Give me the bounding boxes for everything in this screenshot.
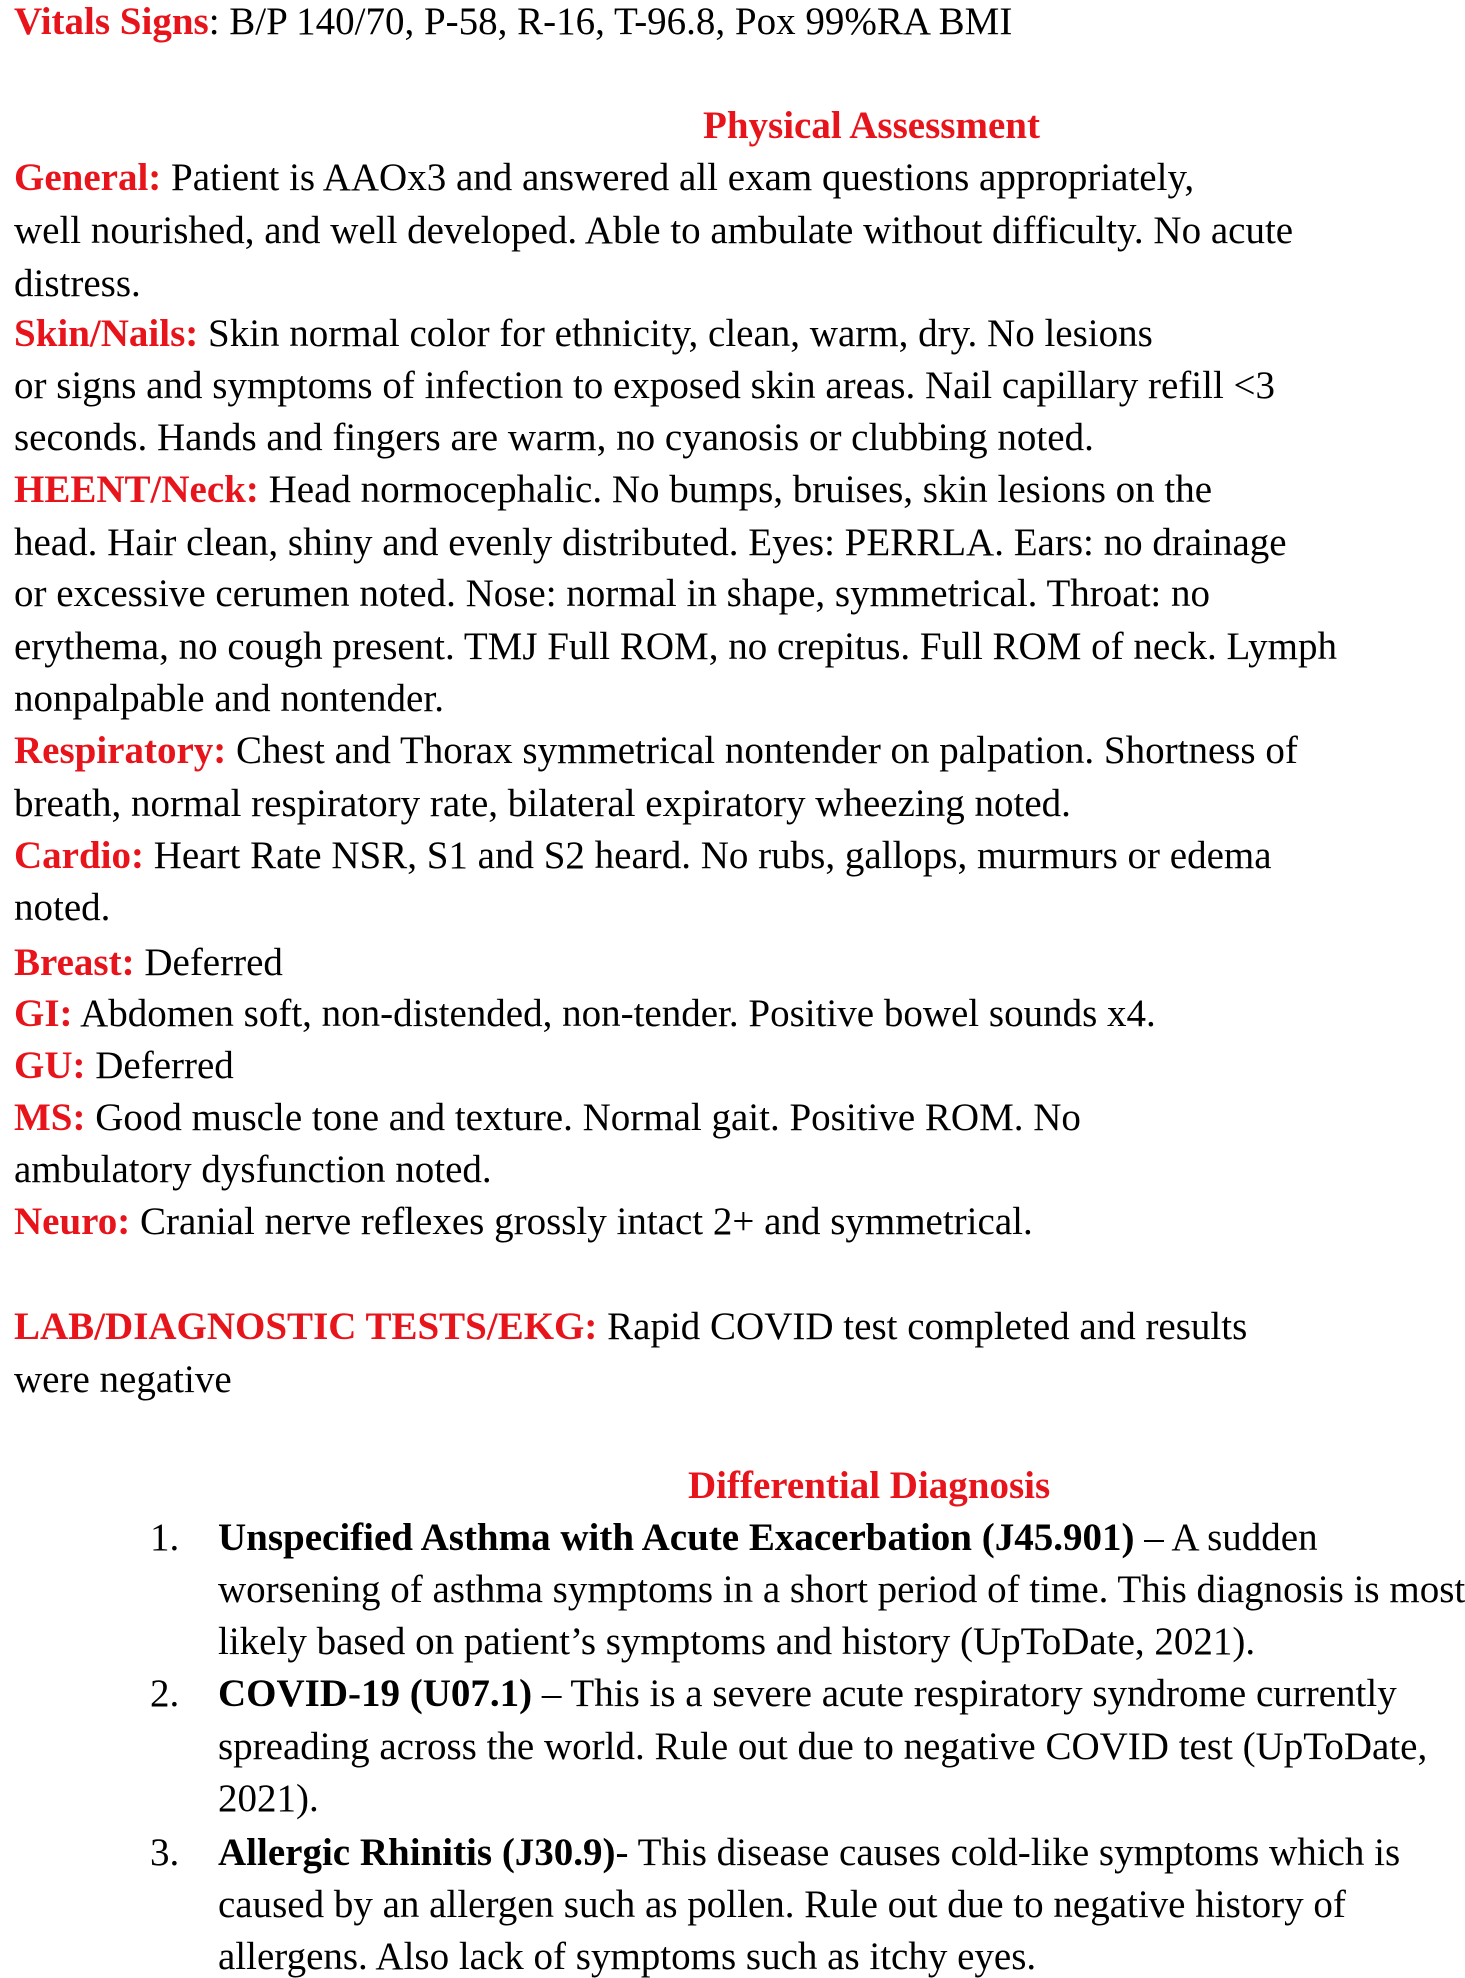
vitals-line — [14, 2, 1012, 41]
ms-label: MS: — [14, 1096, 86, 1139]
respiratory-text-1: Chest and Thorax symmetrical nontender on palpation. Shortness of — [226, 729, 1298, 772]
dx-item-1-title: Unspecified Asthma with Acute Exacerbation (J45.901) — [218, 1516, 1135, 1559]
general-text-1: Patient is AAOx3 and answered all exam questions appropriately, — [161, 156, 1195, 199]
dx-item-1-line-2: worsening of asthma symptoms in a short period of time. This diagnosis is most — [218, 1568, 1465, 1611]
dx-item-3-text-1: - This disease causes cold-like symptoms which is — [615, 1831, 1401, 1874]
neuro-label: Neuro: — [14, 1200, 131, 1243]
dx-item-3-line-2: caused by an allergen such as pollen. Rule out due to negative history of — [218, 1883, 1346, 1926]
heent-label: HEENT/Neck: — [14, 468, 259, 511]
dx-item-3-number: 3. — [150, 1831, 180, 1874]
dx-item-2-title: COVID-19 (U07.1) — [218, 1672, 533, 1715]
neuro-text: Cranial nerve reflexes grossly intact 2+ and symmetrical. — [130, 1200, 1033, 1243]
general-line-2: well nourished, and well developed. Able to ambulate without difficulty. No acute — [14, 209, 1294, 252]
dx-item-3-title: Allergic Rhinitis (J30.9) — [218, 1831, 616, 1874]
cardio-line-2: noted. — [14, 886, 111, 929]
breast-label: Breast: — [14, 941, 135, 984]
respiratory-line-2: breath, normal respiratory rate, bilateral expiratory wheezing noted. — [14, 782, 1071, 825]
general-label: General: — [14, 156, 162, 199]
gi-label: GI: — [14, 992, 73, 1035]
neuro-line — [14, 1202, 1033, 1241]
skin-line-1 — [14, 314, 1153, 353]
lab-line-1 — [14, 1307, 1247, 1346]
ms-line-1 — [14, 1098, 1081, 1137]
heent-line-5: nonpalpable and nontender. — [14, 677, 444, 720]
skin-text-1: Skin normal color for ethnicity, clean, warm, dry. No lesions — [198, 312, 1153, 355]
cardio-text-1: Heart Rate NSR, S1 and S2 heard. No rubs, gallops, murmurs or edema — [144, 834, 1272, 877]
physical-assessment-heading: Physical Assessment — [703, 104, 1040, 147]
heent-text-1: Head normocephalic. No bumps, bruises, skin lesions on the — [258, 468, 1213, 511]
breast-text: Deferred — [134, 941, 283, 984]
lab-line-2: were negative — [14, 1358, 232, 1401]
dx-item-2-line-3: 2021). — [218, 1777, 319, 1820]
gi-line — [14, 994, 1156, 1033]
dx-item-3-line-1 — [218, 1833, 1400, 1872]
breast-line — [14, 943, 283, 982]
gu-text: Deferred — [85, 1044, 234, 1087]
dx-item-1-line-1 — [218, 1518, 1318, 1557]
respiratory-label: Respiratory: — [14, 729, 227, 772]
vitals-separator: : — [208, 0, 230, 43]
dx-item-2-text-1: – This is a severe acute respiratory syndrome currently — [532, 1672, 1397, 1715]
heent-line-2: head. Hair clean, shiny and evenly distributed. Eyes: PERRLA. Ears: no drainage — [14, 521, 1287, 564]
vitals-label: Vitals Signs — [14, 0, 209, 43]
cardio-line-1 — [14, 836, 1272, 875]
general-line-1 — [14, 158, 1194, 197]
gu-line — [14, 1046, 234, 1085]
gi-text: Abdomen soft, non-distended, non-tender. Positive bowel sounds x4. — [72, 992, 1156, 1035]
dx-item-2-line-2: spreading across the world. Rule out due to negative COVID test (UpToDate, — [218, 1725, 1428, 1768]
lab-text-1: Rapid COVID test completed and results — [597, 1305, 1248, 1348]
cardio-label: Cardio: — [14, 834, 144, 877]
heent-line-4: erythema, no cough present. TMJ Full ROM, no crepitus. Full ROM of neck. Lymph — [14, 625, 1337, 668]
dx-item-3-line-3: allergens. Also lack of symptoms such as itchy eyes. — [218, 1935, 1037, 1978]
skin-label: Skin/Nails: — [14, 312, 199, 355]
lab-label: LAB/DIAGNOSTIC TESTS/EKG: — [14, 1305, 598, 1348]
heent-line-1 — [14, 470, 1212, 509]
skin-line-3: seconds. Hands and fingers are warm, no cyanosis or clubbing noted. — [14, 416, 1094, 459]
skin-line-2: or signs and symptoms of infection to exposed skin areas. Nail capillary refill <3 — [14, 364, 1276, 407]
dx-item-2-line-1 — [218, 1674, 1397, 1713]
dx-item-1-number: 1. — [150, 1516, 180, 1559]
gu-label: GU: — [14, 1044, 86, 1087]
heent-line-3: or excessive cerumen noted. Nose: normal in shape, symmetrical. Throat: no — [14, 572, 1211, 615]
differential-diagnosis-heading: Differential Diagnosis — [688, 1464, 1051, 1507]
ms-text-1: Good muscle tone and texture. Normal gait. Positive ROM. No — [85, 1096, 1081, 1139]
vitals-text: B/P 140/70, P-58, R-16, T-96.8, Pox 99%RA BMI — [229, 0, 1013, 43]
respiratory-line-1 — [14, 731, 1298, 770]
dx-item-1-line-3: likely based on patient’s symptoms and history (UpToDate, 2021). — [218, 1620, 1256, 1663]
dx-item-2-number: 2. — [150, 1672, 180, 1715]
general-line-3: distress. — [14, 262, 141, 305]
dx-item-1-text-1: – A sudden — [1134, 1516, 1318, 1559]
ms-line-2: ambulatory dysfunction noted. — [14, 1148, 492, 1191]
